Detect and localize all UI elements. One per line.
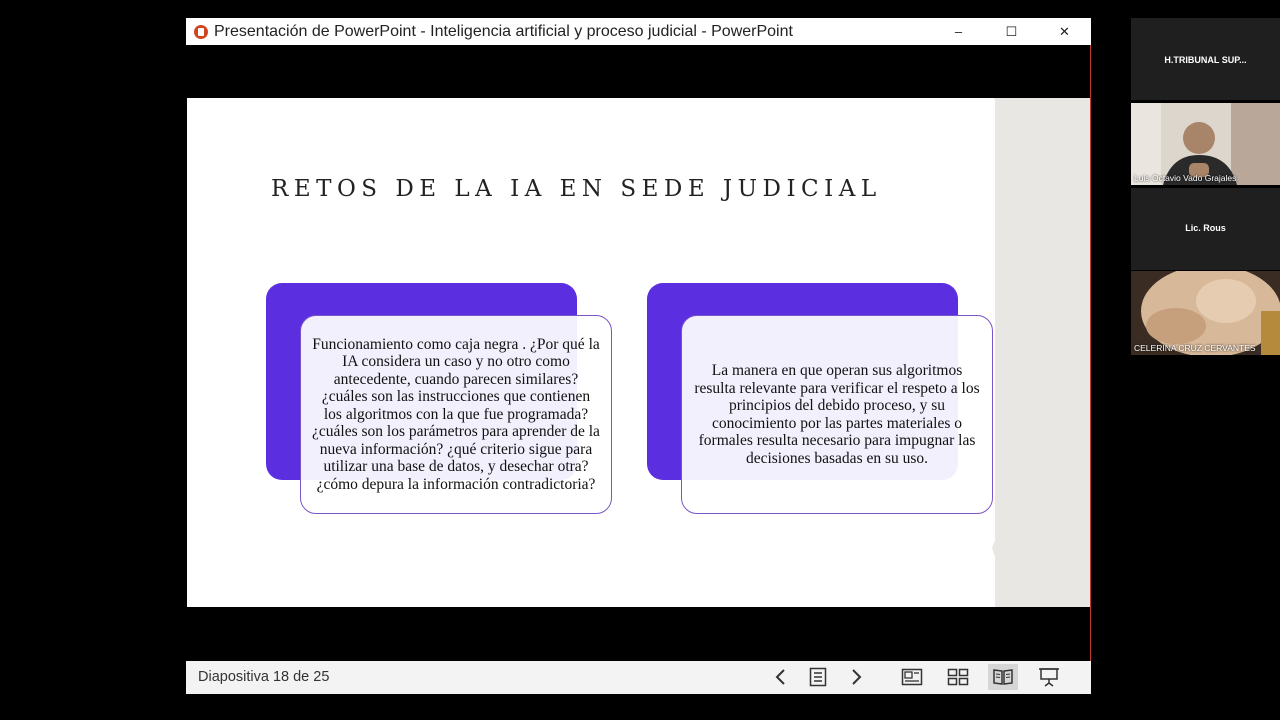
normal-view-button[interactable]: [897, 664, 927, 690]
participant-name: Lic. Rous: [1185, 223, 1226, 233]
participant-name: H.TRIBUNAL SUP...: [1164, 55, 1247, 65]
normal-view-icon: [901, 668, 923, 686]
powerpoint-icon: [194, 25, 208, 39]
powerpoint-window: [186, 18, 1091, 694]
slide-sorter-icon: [947, 668, 969, 686]
window-title: Presentación de PowerPoint - Inteligencia artificial y proceso judicial - PowerPoint: [214, 22, 793, 40]
slide-sorter-button[interactable]: [943, 664, 973, 690]
participant-tile-video[interactable]: [1131, 103, 1280, 185]
participant-tile[interactable]: [1131, 188, 1280, 270]
window-controls: [932, 18, 1091, 45]
close-button[interactable]: ✕: [1059, 23, 1070, 39]
chevron-right-icon: [849, 668, 863, 686]
slide-list-icon: [809, 667, 827, 687]
slideshow-button[interactable]: [1034, 664, 1064, 690]
title-bar: [186, 18, 1091, 45]
right-text-card: [681, 315, 993, 514]
minimize-button[interactable]: –: [954, 24, 963, 39]
participant-tile-video[interactable]: [1131, 271, 1280, 355]
slide-counter: Diapositiva 18 de 25: [198, 669, 330, 685]
left-text-card: [300, 315, 612, 514]
maximize-button[interactable]: ☐: [1005, 23, 1018, 39]
participant-tile[interactable]: [1131, 18, 1280, 100]
left-card-text: Funcionamiento como caja negra . ¿Por qué la IA considera un caso y no otro como antecedente, cuando parecen similares? ¿cuáles son las instrucciones que contienen los algoritmos con la que fue programada? ¿cuáles son los parámetros para aprender de la nueva información? ¿qué criterio sigue para utilizar una base de datos, y desechar otra? ¿cómo depura la información contradictoria?: [312, 335, 600, 493]
reading-view-button[interactable]: [988, 664, 1018, 690]
next-slide-button[interactable]: [841, 664, 871, 690]
slide-canvas[interactable]: [187, 98, 1090, 607]
participant-name: CELERINA CRUZ CERVANTES: [1134, 343, 1256, 353]
previous-slide-button[interactable]: [766, 664, 796, 690]
reading-view-icon: [992, 668, 1014, 686]
slide-title: RETOS DE LA IA EN SEDE JUDICIAL: [271, 176, 882, 202]
chevron-left-icon: [774, 668, 788, 686]
participants-panel: [1131, 18, 1280, 355]
status-bar: [186, 661, 1091, 694]
right-card-text: La manera en que operan sus algoritmos resulta relevante para verificar el respeto a los principios del debido proceso, y su conocimiento por las partes materiales o formales resulta necesario para impugnar las decisiones basadas en su uso.: [694, 362, 980, 467]
slideshow-icon: [1038, 667, 1060, 687]
slide-list-button[interactable]: [803, 664, 833, 690]
participant-name: Luis Octavio Vado Grajales: [1134, 173, 1237, 183]
